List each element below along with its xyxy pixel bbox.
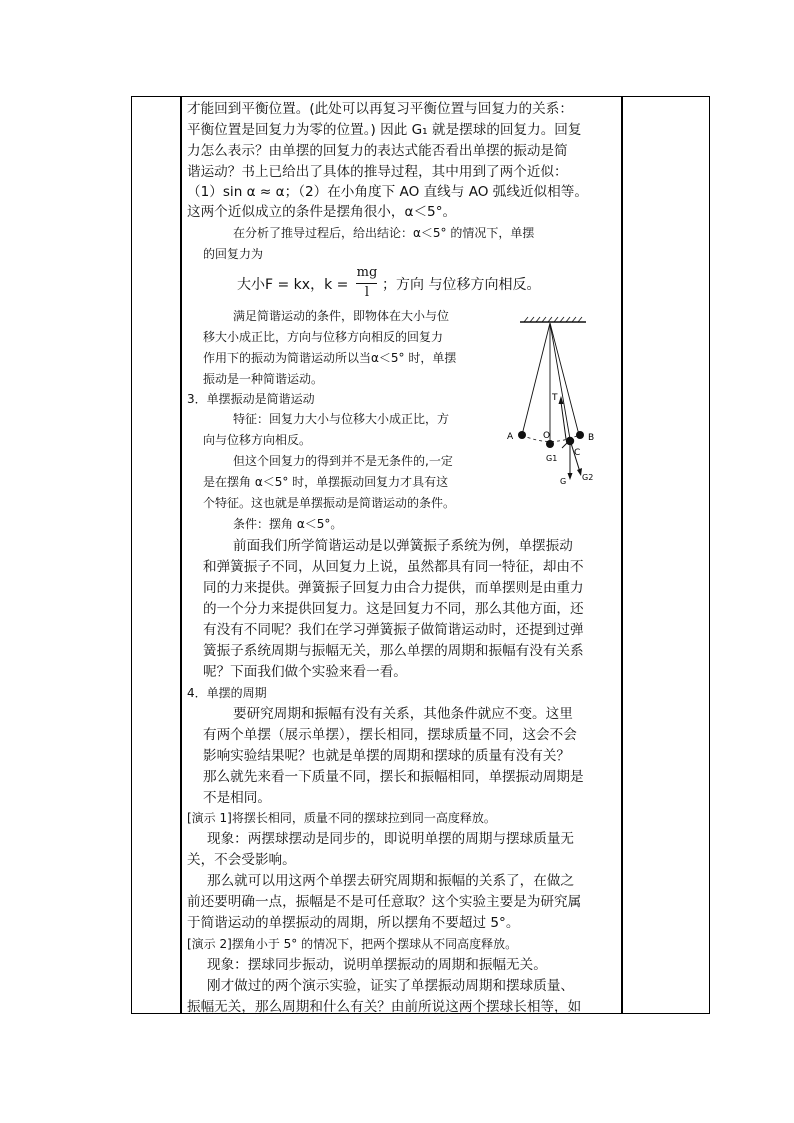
text-line: [演示 2]摆角小于 5° 的情况下，把两个摆球从不同高度释放。 [187, 937, 518, 951]
text-line: 不是相同。 [203, 790, 271, 806]
text-line: 这两个近似成立的条件是摆角很小，α＜5°。 [187, 204, 457, 220]
label-a: A [507, 432, 514, 442]
text-line: 簧振子系统周期与振幅无关，那么单摆的周期和振幅有没有关系 [203, 643, 584, 659]
text-line: 前面我们所学简谐运动是以弹簧振子系统为例，单摆振动 [233, 538, 573, 554]
text-line: 那么就先来看一下质量不同，摆长和振幅相同，单摆振动周期是 [203, 769, 584, 785]
text-line: 要研究周期和振幅有没有关系，其他条件就应不变。这里 [233, 706, 573, 722]
text-line: 条件：摆角 α＜5°。 [233, 517, 343, 531]
text-line: 现象：两摆球摆动是同步的，即说明单摆的周期与摆球质量无 [207, 831, 575, 847]
formula-denominator: l [364, 285, 370, 300]
section-heading: 4．单摆的周期 [187, 686, 267, 700]
text-line: 的一个分力来提供回复力。这是回复力不同，那么其他方面，还 [203, 601, 584, 617]
left-column-cell [131, 96, 182, 1014]
text-line: 力怎么表示？由单摆的回复力的表达式能否看出单摆的振动是简 [187, 143, 568, 159]
text-line: 同的力来提供。弹簧振子回复力由合力提供，而单摆则是由重力 [203, 580, 584, 596]
text-line: 在分析了推导过程后，给出结论：α＜5° 的情况下，单摆 [233, 226, 535, 240]
pendulum-diagram [500, 314, 612, 494]
text-line: 关，不会受影响。 [187, 852, 296, 868]
text-line: 平衡位置是回复力为零的位置。) 因此 G₁ 就是摆球的回复力。回复 [187, 122, 582, 138]
text-line: 刚才做过的两个演示实验，证实了单摆振动周期和摆球质量、 [207, 978, 575, 994]
text-line: （1）sin α ≈ α；（2）在小角度下 AO 直线与 AO 弧线近似相等。 [187, 184, 588, 200]
text-line: 但这个回复力的得到并不是无条件的,一定 [233, 454, 453, 468]
formula-numerator: mg [356, 265, 378, 280]
label-t: T [552, 393, 558, 403]
text-line: 前还要明确一点，振幅是不是可任意取？这个实验主要是为研究属 [187, 894, 582, 910]
label-b: B [588, 433, 595, 443]
label-g1: G1 [546, 454, 558, 463]
text-line: 移大小成正比，方向与位移方向相反的回复力 [203, 330, 444, 344]
formula-prefix: 大小F = kx，k = [237, 277, 349, 293]
text-line: 呢？下面我们做个实验来看一看。 [203, 664, 407, 680]
label-o: O [543, 431, 551, 441]
text-line: 和弹簧振子不同，从回复力上说，虽然都具有同一特征，却由不 [203, 559, 584, 575]
text-line: 才能回到平衡位置。(此处可以再复习平衡位置与回复力的关系： [187, 101, 573, 117]
text-line: 于简谐运动的单摆振动的周期，所以摆角不要超过 5°。 [187, 915, 520, 931]
text-line: 那么就可以用这两个单摆去研究周期和振幅的关系了，在做之 [207, 873, 575, 889]
text-line: 作用下的振动为简谐运动所以当α＜5° 时，单摆 [203, 351, 457, 365]
text-line: 特征：回复力大小与位移大小成正比，方 [233, 412, 450, 426]
text-line: 振动是一种简谐运动。 [203, 372, 324, 386]
text-line: 有没有不同呢？我们在学习弹簧振子做简谐运动时，还提到过弹 [203, 622, 584, 638]
text-line: 个特征。这也就是单摆振动是简谐运动的条件。 [203, 496, 456, 510]
label-g2: G2 [582, 473, 594, 482]
right-column-cell [621, 96, 710, 1014]
text-line: 振幅无关，那么周期和什么有关？由前所说这两个摆球长相等，如 [187, 999, 582, 1015]
text-line: 有两个单摆（展示单摆），摆长相同，摆球质量不同，这会不会 [203, 727, 577, 743]
formula-suffix: ；方向 与位移方向相反。 [382, 277, 541, 293]
text-line: 的回复力为 [203, 247, 264, 261]
section-heading: 3．单摆振动是简谐运动 [187, 392, 315, 406]
text-line: 现象：摆球同步振动，说明单摆振动的周期和振幅无关。 [207, 957, 547, 973]
text-line: 影响实验结果呢？也就是单摆的周期和摆球的质量有没有关？ [203, 748, 571, 764]
fraction-bar [356, 283, 377, 284]
text-line: 满足简谐运动的条件，即物体在大小与位 [233, 309, 450, 323]
text-line: 向与位移方向相反。 [203, 433, 312, 447]
text-line: [演示 1]将摆长相同，质量不同的摆球拉到同一高度释放。 [187, 811, 496, 825]
text-line: 谐运动？书上已给出了具体的推导过程，其中用到了两个近似： [187, 164, 568, 180]
label-g: G [560, 477, 567, 486]
text-line: 是在摆角 α＜5° 时，单摆振动回复力才具有这 [203, 475, 449, 489]
label-c: C [574, 448, 581, 458]
